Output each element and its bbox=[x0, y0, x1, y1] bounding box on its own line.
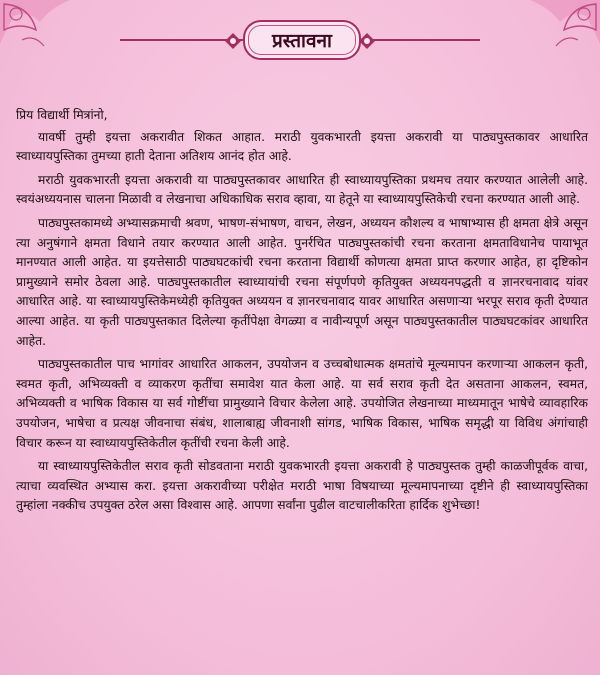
salutation: प्रिय विद्यार्थी मित्रांनो, bbox=[16, 108, 108, 122]
paragraph-1: यावर्षी तुम्ही इयत्ता अकरावीत शिकत आहात. मराठी युवकभारती इयत्ता अकरावी या पाठ्यपुस्तकावर आधारित स्वाध्यायपुस्तिका तुमच्या हाती देताना अतिशय आनंद होत आहे. bbox=[16, 129, 588, 164]
heading-banner bbox=[0, 8, 600, 68]
paragraph-4: पाठ्यपुस्तकातील पाच भागांवर आधारित आकलन, उपयोजन व उच्चबोधात्मक क्षमतांचे मूल्यमापन करणाऱ्या आकलन कृती, स्वमत कृती, अभिव्यक्ती व व्याकरण कृतींचा समावेश यात केला आहे. या सर्व सराव कृती देत असताना आकलन, स्वमत, अभिव्यक्ती व भाषिक विकास या सर्व गोष्टींचा प्रामुख्याने विचार केलेला आहे. उपयोजित लेखनाच्या माध्यमातून भाषेचे व्यावहारिक उपयोजन, भाषेचा व प्रत्यक्ष जीवनाचा संबंध, शालाबाह्य जीवनाशी सांगड, भाषिक विकास, भाषिक समृद्धी या विविध अंगांचाही विचार करून या स्वाध्यायपुस्तिकेतील कृतींची रचना केली आहे. bbox=[16, 357, 588, 450]
page-title: प्रस्तावना bbox=[243, 20, 361, 60]
paragraph-5: या स्वाध्यायपुस्तिकेतील सराव कृती सोडवताना मराठी युवकभारती इयत्ता अकरावी हे पाठ्यपुस्तक तुम्ही काळजीपूर्वक वाचा, त्याचा व्यवस्थित अभ्यास करा. इयत्ता अकरावीच्या परीक्षेत मराठी भाषा विषयाच्या मूल्यमापनाच्या दृष्टीने ही स्वाध्यायपुस्तिका तुम्हांला नक्कीच उपयुक्त ठरेल असा विश्वास आहे. आपणा सर्वांना पुढील वाटचालीकरिता हार्दिक शुभेच्छा! bbox=[16, 459, 588, 513]
paragraph-2: मराठी युवकभारती इयत्ता अकरावी या पाठ्यपुस्तकावर आधारित ही स्वाध्यायपुस्तिका प्रथमच तयार करण्यात आलेली आहे. स्वयंअध्ययनास चालना मिळावी व लेखनाचा अधिकाधिक सराव व्हावा, या हेतूने या स्वाध्यायपुस्तिकेची रचना करण्यात आली आहे. bbox=[16, 172, 588, 207]
paragraph-3: पाठ्यपुस्तकामध्ये अभ्यासक्रमाची श्रवण, भाषण-संभाषण, वाचन, लेखन, अध्ययन कौशल्य व भाषाभ्यास ही क्षमता क्षेत्रे असून त्या अनुषंगाने क्षमता विधाने तयार करण्यात आली आहेत. पुनर्रचित पाठ्यपुस्तकांची रचना करताना क्षमताविधानेच पायाभूत मानण्यात आली आहेत. या इयत्तेसाठी पाठ्यघटकांची रचना करताना विद्यार्थी कोणत्या क्षमता प्राप्त करणार आहेत, हा दृष्टिकोन प्रामुख्याने समोर ठेवला आहे. पाठ्यपुस्तकातील स्वाध्यायांची रचना संपूर्णपणे कृतियुक्त अध्ययनपद्धती व ज्ञानरचनावाद यांवर आधारित आहे. या स्वाध्यायपुस्तिकेमध्येही कृतियुक्त अध्ययन व ज्ञानरचनावाद यावर आधारित असणाऱ्या भरपूर सराव कृती देण्यात आल्या आहेत. या कृती पाठ्यपुस्तकात दिलेल्या कृतींपेक्षा वेगळ्या व नावीन्यपूर्ण असून पाठ्यपुस्तकातील पाठ्यघटकांवर आधारित आहेत. bbox=[16, 215, 588, 348]
preface-body bbox=[16, 106, 588, 520]
ornament-left-icon bbox=[224, 32, 242, 50]
